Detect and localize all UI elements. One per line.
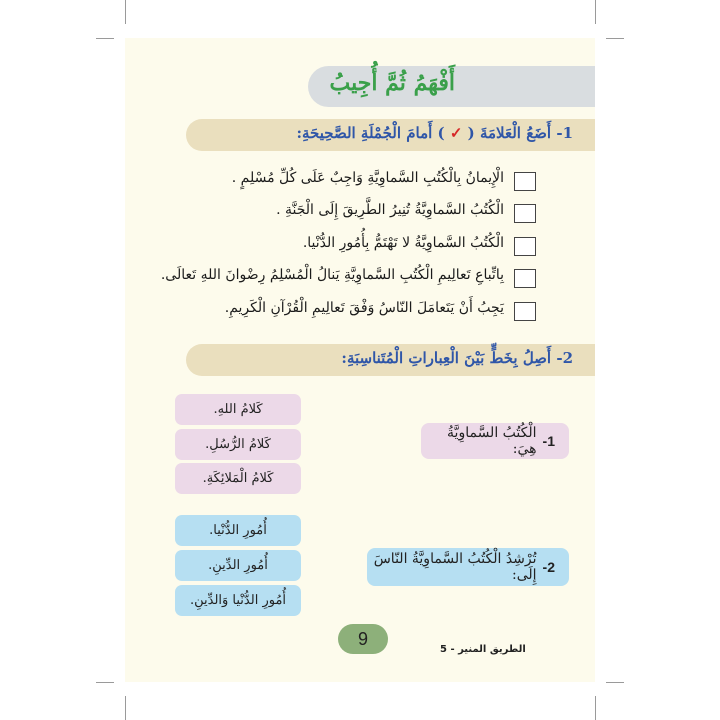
statement-text: الْكُتُبُ السَّماوِيَّةُ لا تَهْتَمُّ بِأُمُورِ الدُّنْيا. [302,235,504,251]
statement-row [160,267,540,291]
statement-row [180,235,540,259]
statement-text: بِاتِّباعِ تَعالِيمِ الْكُتُبِ السَّماوِيَّةِ يَنالُ الْمُسْلِمُ رِضْوانَ اللهِ تَعالَى. [160,267,504,283]
statement-row [180,170,540,194]
answer-option[interactable]: كَلامُ اللهِ. [175,394,301,425]
question-number: 2- [542,559,555,575]
checkmark-icon: ✓ [449,124,463,142]
statement-text: الْإِيمانُ بِالْكُتُبِ السَّماوِيَّةِ وَاجِبٌ عَلَى كُلِّ مُسْلِمٍ . [231,170,504,186]
section2-band [186,344,595,376]
crop-mark [595,0,596,24]
section1-title [296,124,573,142]
answer-option[interactable]: أُمُورِ الدُّنْيا وَالدِّينِ. [175,585,301,616]
question-text: الْكُتُبُ السَّماوِيَّةُ هِيَ: [447,425,537,457]
answer-checkbox[interactable] [514,237,536,256]
question-number: 1- [542,433,555,449]
section2-title-text: أَصِلُ بِخَطٍّ بَيْنَ الْعِباراتِ الْمُتَناسِبَةِ: [341,349,552,367]
page-number: 9 [338,624,388,654]
crop-mark [595,696,596,720]
section2-title [341,349,573,367]
crop-mark [606,682,624,683]
header-band [308,66,595,107]
answer-option[interactable]: أُمُورِ الدُّنْيا. [175,515,301,546]
crop-mark [606,38,624,39]
statement-row [180,300,540,324]
section1-number: 1- [556,124,573,142]
answer-checkbox[interactable] [514,172,536,191]
match-question-2[interactable] [367,548,569,586]
match-question-1[interactable] [421,423,569,459]
crop-mark [96,682,114,683]
crop-mark [96,38,114,39]
book-title: الطريق المنير - 5 [440,644,526,655]
statement-text: يَجِبُ أَنْ يَتَعامَلَ النّاسُ وَفْقَ تَعالِيمِ الْقُرْآنِ الْكَرِيمِ. [224,300,504,316]
statement-text: الْكُتُبُ السَّماوِيَّةُ تُنِيرُ الطَّرِيقَ إِلَى الْجَنَّةِ . [276,202,504,218]
section2-number: 2- [556,349,573,367]
section1-title-before: أَضَعُ الْعَلامَةَ ( [467,124,552,142]
answer-option[interactable]: كَلامُ الْمَلائِكَةِ. [175,463,301,494]
answer-option[interactable]: كَلامُ الرُّسُلِ. [175,429,301,460]
answer-option[interactable]: أُمُورِ الدِّينِ. [175,550,301,581]
answer-checkbox[interactable] [514,302,536,321]
statement-row [180,202,540,226]
crop-mark [125,0,126,24]
crop-mark [125,696,126,720]
question-text: تُرْشِدُ الْكُتُبُ السَّماوِيَّةُ النّاسَ إِلَى: [373,551,537,583]
answer-checkbox[interactable] [514,204,536,223]
answer-checkbox[interactable] [514,269,536,288]
page-title: أَفْهَمُ ثُمَّ أُجِيبُ [329,70,455,96]
section1-title-after: ) أَمامَ الْجُمْلَةِ الصَّحِيحَةِ: [296,124,445,142]
section1-band [186,119,595,151]
